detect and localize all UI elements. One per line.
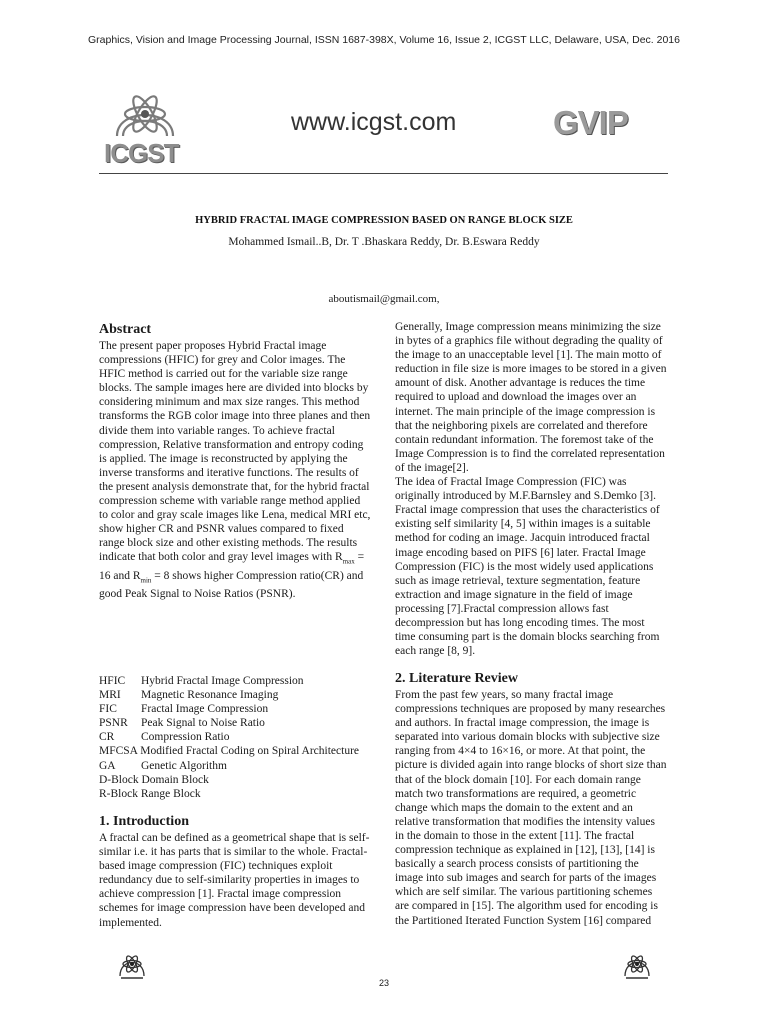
body-line: in bytes of a graphics file without degrading the quality of [395, 335, 663, 348]
literature-line: picture is divided again into range blocks of short size than [395, 759, 667, 772]
literature-line: ranging from 4×4 to 16×16, or more. At that point, the [395, 745, 646, 758]
journal-citation: Graphics, Vision and Image Processing Journal, ISSN 1687-398X, Volume 16, Issue 2, ICGST LLC, Delaware, USA, Dec. 2016 [87, 34, 680, 46]
introduction-line: redundancy due to self-similarity properties in images to [99, 874, 360, 887]
intro-continued-paragraph-1 [395, 320, 669, 658]
author-email[interactable]: aboutismail@gmail.com, [328, 293, 440, 305]
literature-line: match two transformations are required, a geometric [395, 787, 637, 800]
abstract-text: = 8 shows higher Compression ratio(CR) and [151, 569, 364, 582]
abbreviation-item [99, 759, 374, 773]
body-line: Generally, Image compression means minimizing the size [395, 321, 661, 333]
abbreviation-item [99, 688, 374, 702]
abbreviation-value: Genetic Algorithm [141, 759, 227, 772]
abbreviation-list [99, 674, 374, 801]
footer-atom-icon-right [620, 950, 654, 984]
abbreviation-value: Fractal Image Compression [141, 703, 269, 716]
abbreviation-key: PSNR [99, 717, 128, 730]
abbreviation-item [99, 702, 374, 716]
abbreviation-item [99, 744, 374, 758]
introduction-heading: 1. Introduction [99, 814, 189, 829]
abbreviation-key: GA [99, 759, 116, 772]
literature-review-heading: 2. Literature Review [395, 671, 518, 686]
abbreviation-item [99, 773, 374, 787]
abstract-line: transforms the RGB color image into three planes and then [99, 410, 371, 423]
body-line: of the image[2]. [395, 461, 469, 474]
body-line: The idea of Fractal Image Compression (FIC) was [395, 476, 627, 489]
abbreviation-value: Peak Signal to Noise Ratio [141, 717, 265, 730]
abstract-line: the present analysis demonstrate that, for the hybrid fractal [99, 480, 370, 493]
literature-line: From the past few years, so many fractal image [395, 689, 614, 701]
literature-line: change which maps the domain to the extent and an [395, 801, 633, 814]
body-line: extraction and image signature in the field of image [395, 588, 633, 601]
literature-line: image into sub images and search for parts of the images [395, 872, 657, 885]
abstract-line: good Peak Signal to Noise Ratios (PSNR). [99, 588, 296, 601]
body-line: Compression (FIC) is the most widely used applications [395, 560, 654, 573]
abstract-line: considering minimum and max size ranges. This method [99, 396, 360, 409]
body-line: Image Compression is to find the correlated representation [395, 447, 665, 460]
abbreviation-value: Hybrid Fractal Image Compression [141, 675, 304, 687]
body-line: reduction in file size is more images to be stored in a given [395, 363, 667, 376]
literature-line: that of the block domain [10]. For each domain range [395, 773, 641, 786]
literature-line: basically a search process consists of partitioning the [395, 858, 639, 871]
body-line: required to upload and download the images over an [395, 391, 637, 404]
introduction-line: achieve compression [1]. Fractal image compression [99, 888, 342, 901]
body-line: internet. The main principle of the image compression is [395, 405, 656, 418]
abstract-line: inverse transforms and iterative functions. The results of [99, 466, 359, 479]
abbreviation-key: CR [99, 731, 115, 744]
literature-line: separated into various domain blocks with subjective size [395, 731, 660, 744]
introduction-line: similar i.e. it has parts that is similar to the whole. Fractal- [99, 846, 368, 859]
abbreviation-key: FIC [99, 703, 117, 716]
abstract-line: HFIC method is carried out for the variable size range [99, 368, 348, 381]
abstract-text: = [354, 551, 365, 564]
abbreviation-item [99, 674, 374, 688]
paper-authors: Mohammed Ismail..B, Dr. T .Bhaskara Reddy, Dr. B.Eswara Reddy [228, 236, 540, 248]
introduction-section [99, 813, 374, 930]
page-number: 23 [378, 978, 389, 988]
literature-line: the Partitioned Iterated Function System [16] compared [395, 914, 652, 927]
body-line: processing [7].Fractal compression allows fast [395, 602, 609, 615]
abstract-line: show higher CR and PSNR values compared to fixed [99, 523, 344, 536]
abstract-heading: Abstract [99, 322, 152, 337]
abbreviation-value: MFCSA Modified Fractal Coding on Spiral Architecture [99, 745, 360, 758]
rmax-subscript: max [342, 557, 355, 566]
abstract-line: compression, Relative transformation and entropy coding [99, 438, 364, 451]
rmin-subscript: min [140, 576, 152, 585]
literature-line: are compared in [15]. The algorithm used for encoding is [395, 900, 658, 913]
abstract-line: range block size and other existing methods. The results [99, 537, 358, 550]
body-line: each range [8, 9]. [395, 645, 476, 658]
body-line: such as image retrieval, texture segmentation, feature [395, 574, 641, 587]
abstract-line: divide them into variable ranges. To achieve fractal [99, 424, 335, 437]
body-line: existing self similarity [4, 5] within images is a suitable [395, 518, 651, 531]
body-line: Fractal image compression that uses the characteristics of [395, 504, 660, 517]
literature-line: and authors. In fractal image compression, the image is [395, 717, 650, 730]
abstract-line: compressions (HFIC) for grey and Color images. The [99, 354, 346, 367]
body-line: amount of disk. Another advantage is reduces the time [395, 377, 646, 390]
body-line: contain redundant information. The foremost take of the [395, 433, 654, 446]
paper-title: HYBRID FRACTAL IMAGE COMPRESSION BASED ON RANGE BLOCK SIZE [195, 215, 573, 226]
body-line: originally introduced by M.F.Barnsley and S.Demko [3]. [395, 490, 656, 503]
abstract-line-rmin [99, 569, 374, 587]
abstract-line: compression scheme with variable range method applied [99, 495, 361, 508]
abbreviation-item [99, 730, 374, 744]
abstract-text: indicate that both color and gray level images with R [99, 551, 343, 564]
body-line: method for coding an image. Jacquin introduced fractal [395, 532, 650, 545]
body-line: that the neighboring pixels are correlated and therefore [395, 419, 648, 432]
abbreviation-value: Magnetic Resonance Imaging [141, 689, 279, 702]
abbreviation-value: R-Block Range Block [99, 787, 201, 800]
abstract-line: The present paper proposes Hybrid Fractal image [99, 340, 327, 352]
abbreviation-key: HFIC [99, 675, 126, 687]
literature-line: which are self similar. The various partitioning schemes [395, 886, 653, 899]
literature-line: compression technique as explained in [12], [13], [14] is [395, 844, 655, 857]
abstract-line: is applied. The image is reconstructed by applying the [99, 452, 348, 465]
introduction-line: implemented. [99, 916, 162, 929]
icgst-logo-text: ICGST [104, 138, 179, 168]
literature-line: compressions techniques are proposed by many researches [395, 703, 666, 716]
abstract-line: blocks. The sample images here are divided into blocks by [99, 382, 369, 395]
abbreviation-value: D-Block Domain Block [99, 773, 209, 786]
website-url[interactable]: www.icgst.com [291, 108, 457, 136]
literature-review-section [395, 670, 669, 928]
abstract-body [99, 339, 374, 601]
literature-line: in the domain to those in the extent [11]. The fractal [395, 829, 635, 842]
abstract-section [99, 321, 374, 601]
introduction-line: schemes for image compression have been developed and [99, 902, 365, 915]
gvip-logo-text: GVIP [553, 104, 628, 141]
abbreviation-key: MRI [99, 689, 121, 702]
abstract-text: 16 and R [99, 569, 141, 582]
introduction-line: A fractal can be defined as a geometrical shape that is self- [99, 832, 370, 844]
literature-review-body [395, 688, 669, 928]
body-line: the image to an unacceptable level [1]. The main motto of [395, 349, 662, 362]
introduction-line: based image compression (FIC) techniques exploit [99, 860, 333, 873]
literature-line: relative transformation that modifies the intensity values [395, 815, 655, 828]
body-line: image encoding based on PIFS [6] later. Fractal Image [395, 546, 646, 559]
abbreviation-value: Compression Ratio [141, 731, 230, 744]
abstract-line: to color and gray scale images like Lena, medical MRI etc, [99, 509, 371, 522]
header-divider [99, 173, 668, 174]
body-line: decompression but has long encoding times. The most [395, 616, 645, 629]
abbreviation-item [99, 787, 374, 801]
introduction-body [99, 831, 374, 930]
body-line: time consuming part is the domain blocks searching from [395, 631, 660, 644]
abstract-line-rmax [99, 550, 374, 568]
abbreviation-item [99, 716, 374, 730]
